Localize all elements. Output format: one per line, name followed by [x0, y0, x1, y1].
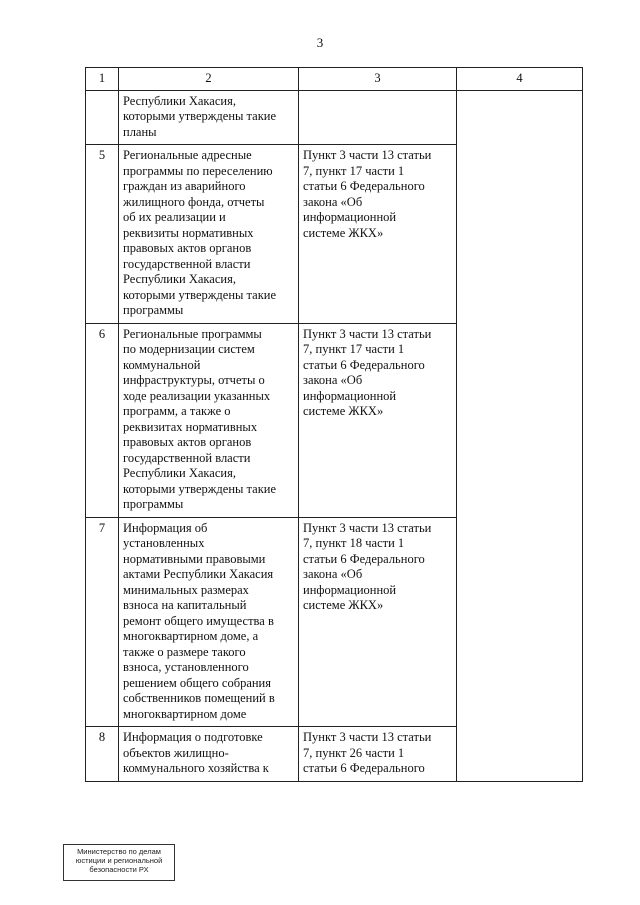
row-reference: Пункт 3 части 13 статьи 7, пункт 17 части 1 статьи 6 Федерального закона «Об информационной системе ЖКХ» [299, 323, 457, 517]
row-reference: Пункт 3 части 13 статьи 7, пункт 26 части 1 статьи 6 Федерального [299, 727, 457, 782]
row-number [86, 90, 119, 145]
column-header: 2 [119, 68, 299, 91]
row-description: Информация об установленных нормативными правовыми актами Республики Хакасия минимальных размерах взноса на капитальный ремонт общего имущества в многоквартирном доме, а также о размере такого взноса, установленного решением общего собрания собственников помещений в многоквартирном доме [119, 517, 299, 727]
row-reference: Пункт 3 части 13 статьи 7, пункт 17 части 1 статьи 6 Федерального закона «Об информационной системе ЖКХ» [299, 145, 457, 324]
row-number: 7 [86, 517, 119, 727]
column-header: 1 [86, 68, 119, 91]
stamp-line: Министерство по делам [77, 847, 161, 856]
row-reference [299, 90, 457, 145]
stamp-line: безопасности РХ [89, 865, 149, 874]
row-number: 5 [86, 145, 119, 324]
stamp-line: юстиции и региональной [75, 856, 163, 865]
row-reference: Пункт 3 части 13 статьи 7, пункт 18 части 1 статьи 6 Федерального закона «Об информационной системе ЖКХ» [299, 517, 457, 727]
table-header-row [86, 68, 583, 91]
column-header: 4 [457, 68, 583, 91]
row-description: Региональные программы по модернизации систем коммунальной инфраструктуры, отчеты о ходе реализации указанных программ, а также о реквизитах нормативных правовых актов органов государственной власти Республики Хакасия, которыми утверждены такие программы [119, 323, 299, 517]
column-4-cell [457, 90, 583, 781]
row-description: Региональные адресные программы по переселению граждан из аварийного жилищного фонда, отчеты об их реализации и реквизиты нормативных правовых актов органов государственной власти Республики Хакасия, которыми утверждены такие программы [119, 145, 299, 324]
row-number: 6 [86, 323, 119, 517]
row-description: Республики Хакасия, которыми утверждены такие планы [119, 90, 299, 145]
row-number: 8 [86, 727, 119, 782]
column-header: 3 [299, 68, 457, 91]
row-description: Информация о подготовке объектов жилищно- коммунального хозяйства к [119, 727, 299, 782]
table-row [86, 90, 583, 145]
registration-stamp [63, 844, 175, 881]
page-number: 3 [316, 35, 324, 50]
document-table [85, 67, 583, 782]
